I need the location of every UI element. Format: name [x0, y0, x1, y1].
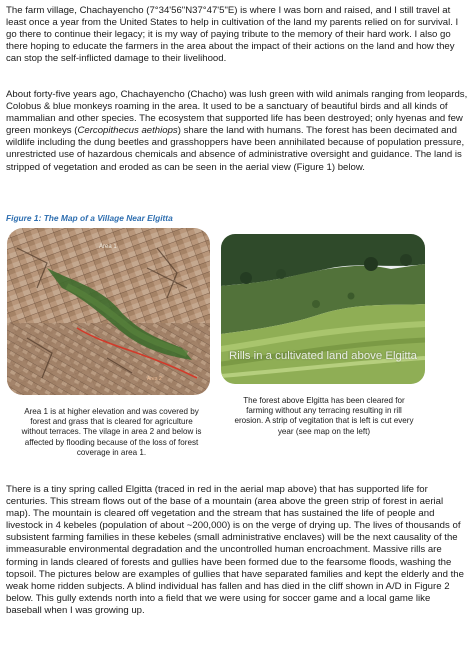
- hillside-photo: [221, 234, 425, 384]
- photo-caption: The forest above Elgitta has been cleared for farming without any terracing resulting in rill erosion. A strip of vegitation that is left is cut every year (see map on the left): [234, 396, 414, 436]
- intro-paragraph: The farm village, Chachayencho (7°34'56"N37°47'5"E) is where I was born and raised, and I still travel at least once a year from the United States to help in cultivation of the land my parents relied on for survival. I go there to continue their legacy; it is my way of paying tribute to the memory of their hard work. I also go there hoping to educate the farmers in the area about the impact of their actions on the land and how they can stop the self-inflicted damage to their livelihood.: [6, 5, 459, 65]
- map-label-area2: Area 2: [147, 376, 162, 382]
- species-name: Cercopithecus aethiops: [77, 125, 178, 137]
- spring-paragraph: There is a tiny spring called Elgitta (traced in red in the aerial map above) that has supported life for centuries. This stream flows out of the base of a mountain (area above the green strip of forest in aerial map). The mountain is cleared off vegetation and the stream that has sustained the life of people and livestock in 4 kebeles (population of about ~200,000) is on the verge of drying up. The lives of thousands of subsistent farming families in these kebeles (small administrative enclaves) will be the next causality of the immeasurable environmental degradation and the uncontrolled human encroachment. Massive rills are forming in lands cleared of forests and gullies have been formed due to the fearsome floods, washing the topsoil. The pictures below are examples of gullies that have separated families and kept the elderly and the weak home ridden subjects. A blind individual has fallen and has died in the cliff shown in A/D in Figure 2 below. This gully extends north into a field that we were using for soccer game and a local game like baseball when I was growing up.: [6, 484, 464, 616]
- map-label-area1: Area 1: [99, 244, 117, 250]
- photo-overlay-caption: Rills in a cultivated land above Elgitta: [228, 350, 418, 362]
- map-caption: Area 1 is at higher elevation and was covered by forest and grass that is cleared for agriculture without terraces. The vilage in area 2 and below is affected by flooding because of the loss of forest coverage in area 1.: [21, 407, 202, 457]
- figure-title: Figure 1: The Map of a Village Near Elgitta: [6, 213, 173, 223]
- history-paragraph: About forty-five years ago, Chachayencho (Chacho) was lush green with wild animals ranging from leopards, Colobus & blue monkeys roaming in the area. It used to be a sanctuary of beautiful birds and all kinds of mammalian and other species. The ecosystem that supported life has been destroyed; only hyenas and few green monkeys (Cercopithecus aethiops) share the land with humans. The forest has been decimated and wildlife including the dung beetles and grasshoppers have been annihilated because of population pressure, unrestricted use of hazardous chemicals and absence of administrative oversight and guidance. The land is stripped of vegetation and eroded as can be seen in the aerial view (Figure 1) below.: [6, 89, 468, 173]
- aerial-map-image: [7, 228, 210, 395]
